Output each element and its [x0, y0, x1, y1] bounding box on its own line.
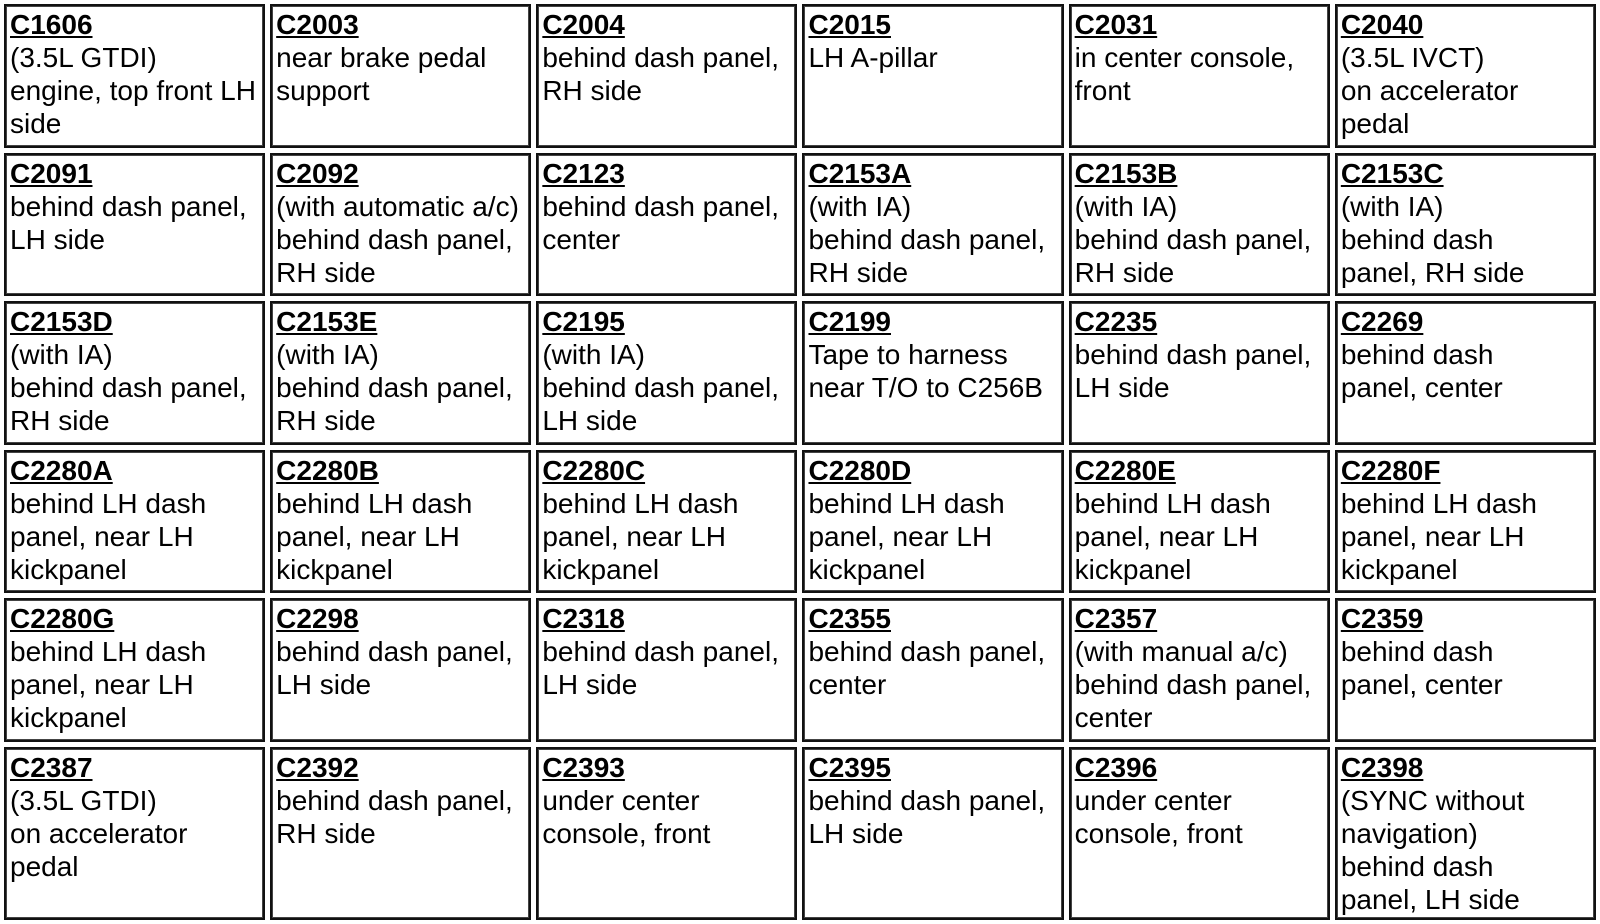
connector-code: C2280D	[808, 454, 912, 486]
connector-cell	[4, 598, 265, 742]
connector-code: C2396	[1074, 752, 1158, 783]
connector-location: LH A-pillar	[808, 42, 938, 73]
connector-code: C2004	[542, 9, 625, 40]
connector-code: C2123	[542, 157, 625, 189]
connector-cell	[4, 747, 265, 920]
connector-code: C2387	[10, 752, 93, 783]
connector-location: behind LH dash panel, near LH kickpanel	[808, 487, 1005, 585]
connector-code: C2003	[276, 9, 359, 40]
connector-location: behind LH dash panel, near LH kickpanel	[10, 487, 207, 585]
connector-location: behind dash panel, center	[808, 636, 1046, 701]
connector-location: under center console, front	[542, 785, 711, 849]
connector-code: C2195	[542, 306, 625, 338]
connector-cell	[1335, 4, 1596, 148]
connector-code: C2153E	[276, 306, 378, 338]
connector-cell	[802, 153, 1063, 297]
connector-location: (3.5L GTDI) on accelerator pedal	[10, 785, 188, 882]
connector-code: C2298	[276, 603, 359, 635]
connector-location: behind LH dash panel, near LH kickpanel	[10, 636, 207, 734]
connector-code: C2092	[276, 157, 359, 189]
connector-cell	[4, 301, 265, 445]
connector-location: Tape to harness near T/O to C256B	[808, 339, 1043, 404]
connector-location: (with IA) behind dash panel, RH side	[1074, 190, 1312, 288]
connector-location-table	[4, 4, 1596, 920]
connector-cell	[270, 747, 531, 920]
connector-location: behind dash panel, LH side	[808, 785, 1046, 849]
connector-code: C2040	[1340, 9, 1424, 40]
connector-location: (SYNC without navigation) behind dash panel, LH side	[1340, 785, 1525, 915]
connector-cell	[1069, 747, 1330, 920]
connector-code: C2153D	[10, 306, 113, 338]
connector-cell	[270, 450, 531, 594]
connector-cell	[270, 301, 531, 445]
connector-location: (with manual a/c) behind dash panel, center	[1074, 636, 1312, 734]
connector-cell	[802, 747, 1063, 920]
connector-cell	[536, 598, 797, 742]
connector-location: (with IA) behind dash panel, RH side	[1340, 190, 1525, 288]
connector-location: behind dash panel, RH side	[276, 785, 513, 849]
connector-cell	[4, 153, 265, 297]
connector-cell	[536, 450, 797, 594]
connector-cell	[1069, 301, 1330, 445]
connector-location: (with IA) behind dash panel, RH side	[10, 339, 247, 437]
connector-location: behind LH dash panel, near LH kickpanel	[276, 487, 473, 585]
connector-cell	[270, 4, 531, 148]
connector-cell	[1335, 301, 1596, 445]
connector-cell	[1069, 450, 1330, 594]
connector-code: C2392	[276, 752, 359, 783]
connector-code: C2280G	[10, 603, 115, 635]
connector-cell	[802, 450, 1063, 594]
connector-cell	[270, 598, 531, 742]
connector-location: behind dash panel, LH side	[276, 636, 513, 701]
connector-location: in center console, front	[1074, 42, 1295, 106]
connector-location: behind dash panel, center	[1340, 339, 1503, 404]
connector-location: (with IA) behind dash panel, RH side	[276, 339, 513, 437]
connector-code: C2280C	[542, 454, 646, 486]
connector-location: (3.5L IVCT) on accelerator pedal	[1340, 42, 1519, 139]
connector-location: behind dash panel, LH side	[10, 190, 247, 255]
connector-code: C2359	[1340, 603, 1424, 635]
connector-location: behind LH dash panel, near LH kickpanel	[1340, 487, 1537, 585]
connector-code: C2357	[1074, 603, 1158, 635]
connector-code: C2318	[542, 603, 625, 635]
connector-code: C1606	[10, 9, 93, 40]
connector-location: behind dash panel, center	[1340, 636, 1503, 701]
connector-cell	[536, 153, 797, 297]
connector-location: behind LH dash panel, near LH kickpanel	[542, 487, 739, 585]
connector-code: C2153B	[1074, 157, 1178, 189]
connector-cell	[1335, 598, 1596, 742]
connector-location: (with IA) behind dash panel, LH side	[542, 339, 779, 437]
connector-code: C2153A	[808, 157, 912, 189]
connector-location: behind dash panel, LH side	[1074, 339, 1312, 404]
connector-code: C2031	[1074, 9, 1158, 40]
connector-cell	[1069, 153, 1330, 297]
connector-cell	[1069, 598, 1330, 742]
connector-location: under center console, front	[1074, 785, 1243, 849]
connector-cell	[536, 4, 797, 148]
connector-code: C2395	[808, 752, 891, 783]
connector-cell	[1335, 747, 1596, 920]
connector-cell	[802, 598, 1063, 742]
connector-cell	[4, 450, 265, 594]
connector-code: C2280E	[1074, 454, 1176, 486]
connector-code: C2269	[1340, 306, 1424, 338]
connector-cell	[4, 4, 265, 148]
connector-cell	[802, 301, 1063, 445]
connector-code: C2280B	[276, 454, 379, 486]
connector-cell	[1069, 4, 1330, 148]
connector-location: behind LH dash panel, near LH kickpanel	[1074, 487, 1271, 585]
connector-cell	[536, 747, 797, 920]
connector-location: (3.5L GTDI) engine, top front LH side	[10, 42, 256, 139]
connector-cell	[270, 153, 531, 297]
connector-location: (with IA) behind dash panel, RH side	[808, 190, 1046, 288]
connector-location: behind dash panel, LH side	[542, 636, 779, 701]
connector-code: C2355	[808, 603, 891, 635]
connector-cell	[802, 4, 1063, 148]
connector-location: behind dash panel, center	[542, 190, 779, 255]
connector-location: (with automatic a/c) behind dash panel, RH side	[276, 190, 519, 288]
connector-code: C2199	[808, 306, 891, 338]
connector-code: C2015	[808, 9, 891, 40]
connector-code: C2235	[1074, 306, 1158, 338]
connector-code: C2398	[1340, 752, 1424, 783]
connector-code: C2280A	[10, 454, 113, 486]
connector-code: C2153C	[1340, 157, 1444, 189]
connector-code: C2091	[10, 157, 93, 189]
connector-location: near brake pedal support	[276, 42, 487, 106]
connector-location: behind dash panel, RH side	[542, 42, 779, 106]
connector-code: C2393	[542, 752, 625, 783]
connector-cell	[1335, 450, 1596, 594]
connector-cell	[536, 301, 797, 445]
connector-cell	[1335, 153, 1596, 297]
connector-code: C2280F	[1340, 454, 1441, 486]
